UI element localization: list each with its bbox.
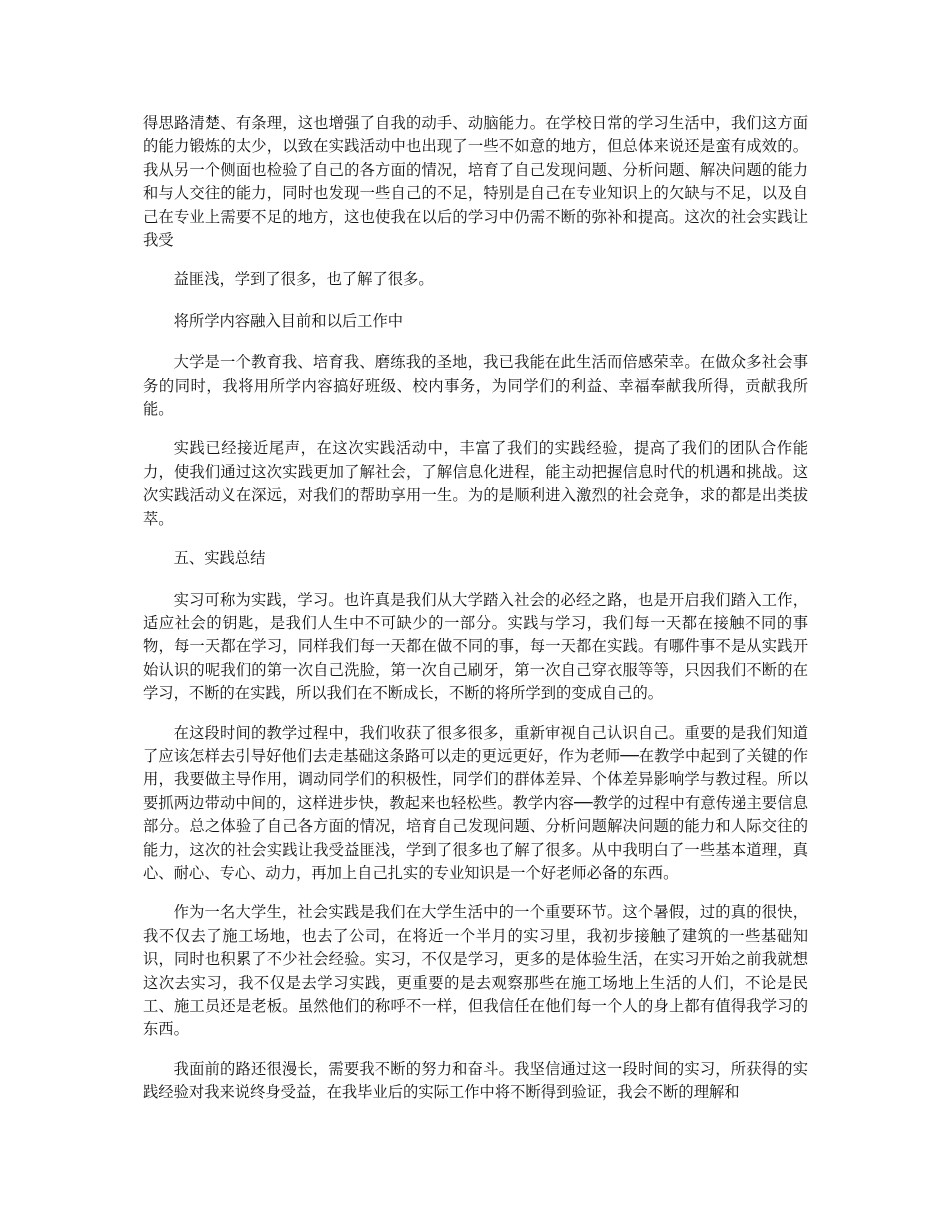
paragraph-practice-ending: 实践已经接近尾声，在这次实践活动中，丰富了我们的实践经验，提高了我们的团队合作能力，使我们通过这次实践更加了解社会，了解信息化进程，能主动把握信息时代的机遇和挑战。这次实践活动义在深远，对我们的帮助享用一生。为的是顺利进入激烈的社会竞争，求的都是出类拔萃。 [143, 439, 808, 528]
paragraph-continuation-tail: 益匪浅，学到了很多，也了解了很多。 [173, 270, 434, 289]
section-heading-summary: 五、实践总结 [173, 549, 266, 568]
paragraph-internship: 实习可称为实践，学习。也许真是我们从大学踏入社会的必经之路，也是开启我们踏入工作，适应社会的钥匙，是我们人生中不可缺少的一部分。实践与学习，我们每一天都在接触不同的事物，每一天都在学习，同样我们每一天都在做不同的事，每一天都在实践。有哪件事不是从实践开始认识的呢我们的第一次自己洗脸，第一次自己刷牙，第一次自己穿衣服等等，只因我们不断的在学习，不断的在实践，所以我们在不断成长，不断的将所学到的变成自己的。 [143, 590, 808, 703]
paragraph-university: 大学是一个教育我、培育我、磨练我的圣地，我已我能在此生活而倍感荣幸。在做众多社会事务的同时，我将用所学内容搞好班级、校内事务，为同学们的利益、幸福奉献我所得，贡献我所能。 [143, 353, 808, 419]
document-page [143, 112, 808, 1121]
paragraph-continuation: 得思路清楚、有条理，这也增强了自我的动手、动脑能力。在学校日常的学习生活中，我们这方面的能力锻炼的太少，以致在实践活动中也出现了一些不如意的地方，但总体来说还是蛮有成效的。我从另一个侧面也检验了自己的各方面的情况，培育了自己发现问题、分析问题、解决问题的能力和与人交往的能力，同时也发现一些自己的不足，特别是自己在专业知识上的欠缺与不足，以及自己在专业上需要不足的地方，这也使我在以后的学习中仍需不断的弥补和提高。这次的社会实践让我受 [143, 114, 808, 250]
section-heading: 将所学内容融入目前和以后工作中 [173, 311, 404, 330]
paragraph-college-student: 作为一名大学生，社会实践是我们在大学生活中的一个重要环节。这个暑假，过的真的很快，我不仅去了施工场地，也去了公司，在将近一个半月的实习里，我初步接触了建筑的一些基础知识，同时也积累了不少社会经验。实习，不仅是学习，更多的是体验生活，在实习开始之前我就想这次去实习，我不仅是去学习实践，更重要的是去观察那些在施工场地上生活的人们，不论是民工、施工员还是老板。虽然他们的称呼不一样，但我信任在他们每一个人的身上都有值得我学习的东西。 [143, 903, 808, 1039]
paragraph-future: 我面前的路还很漫长，需要我不断的努力和奋斗。我坚信通过这一段时间的实习，所获得的实践经验对我来说终身受益，在我毕业后的实际工作中将不断得到验证，我会不断的理解和 [143, 1059, 808, 1102]
paragraph-teaching: 在这段时间的教学过程中，我们收获了很多很多，重新审视自己认识自己。重要的是我们知道了应该怎样去引导好他们去走基础这条路可以走的更远更好，作为老师──在教学中起到了关键的作用，我要做主导作用，调动同学们的积极性，同学们的群体差异、个体差异影响学与教过程。所以要抓两边带动中间的，这样进步快，教起来也轻松些。教学内容──教学的过程中有意传递主要信息部分。总之体验了自己各方面的情况，培育自己发现问题、分析问题解决问题的能力和人际交往的能力，这次的社会实践让我受益匪浅，学到了很多也了解了很多。从中我明白了一些基本道理，真心、耐心、专心、动力，再加上自己扎实的专业知识是一个好老师必备的东西。 [143, 723, 808, 882]
